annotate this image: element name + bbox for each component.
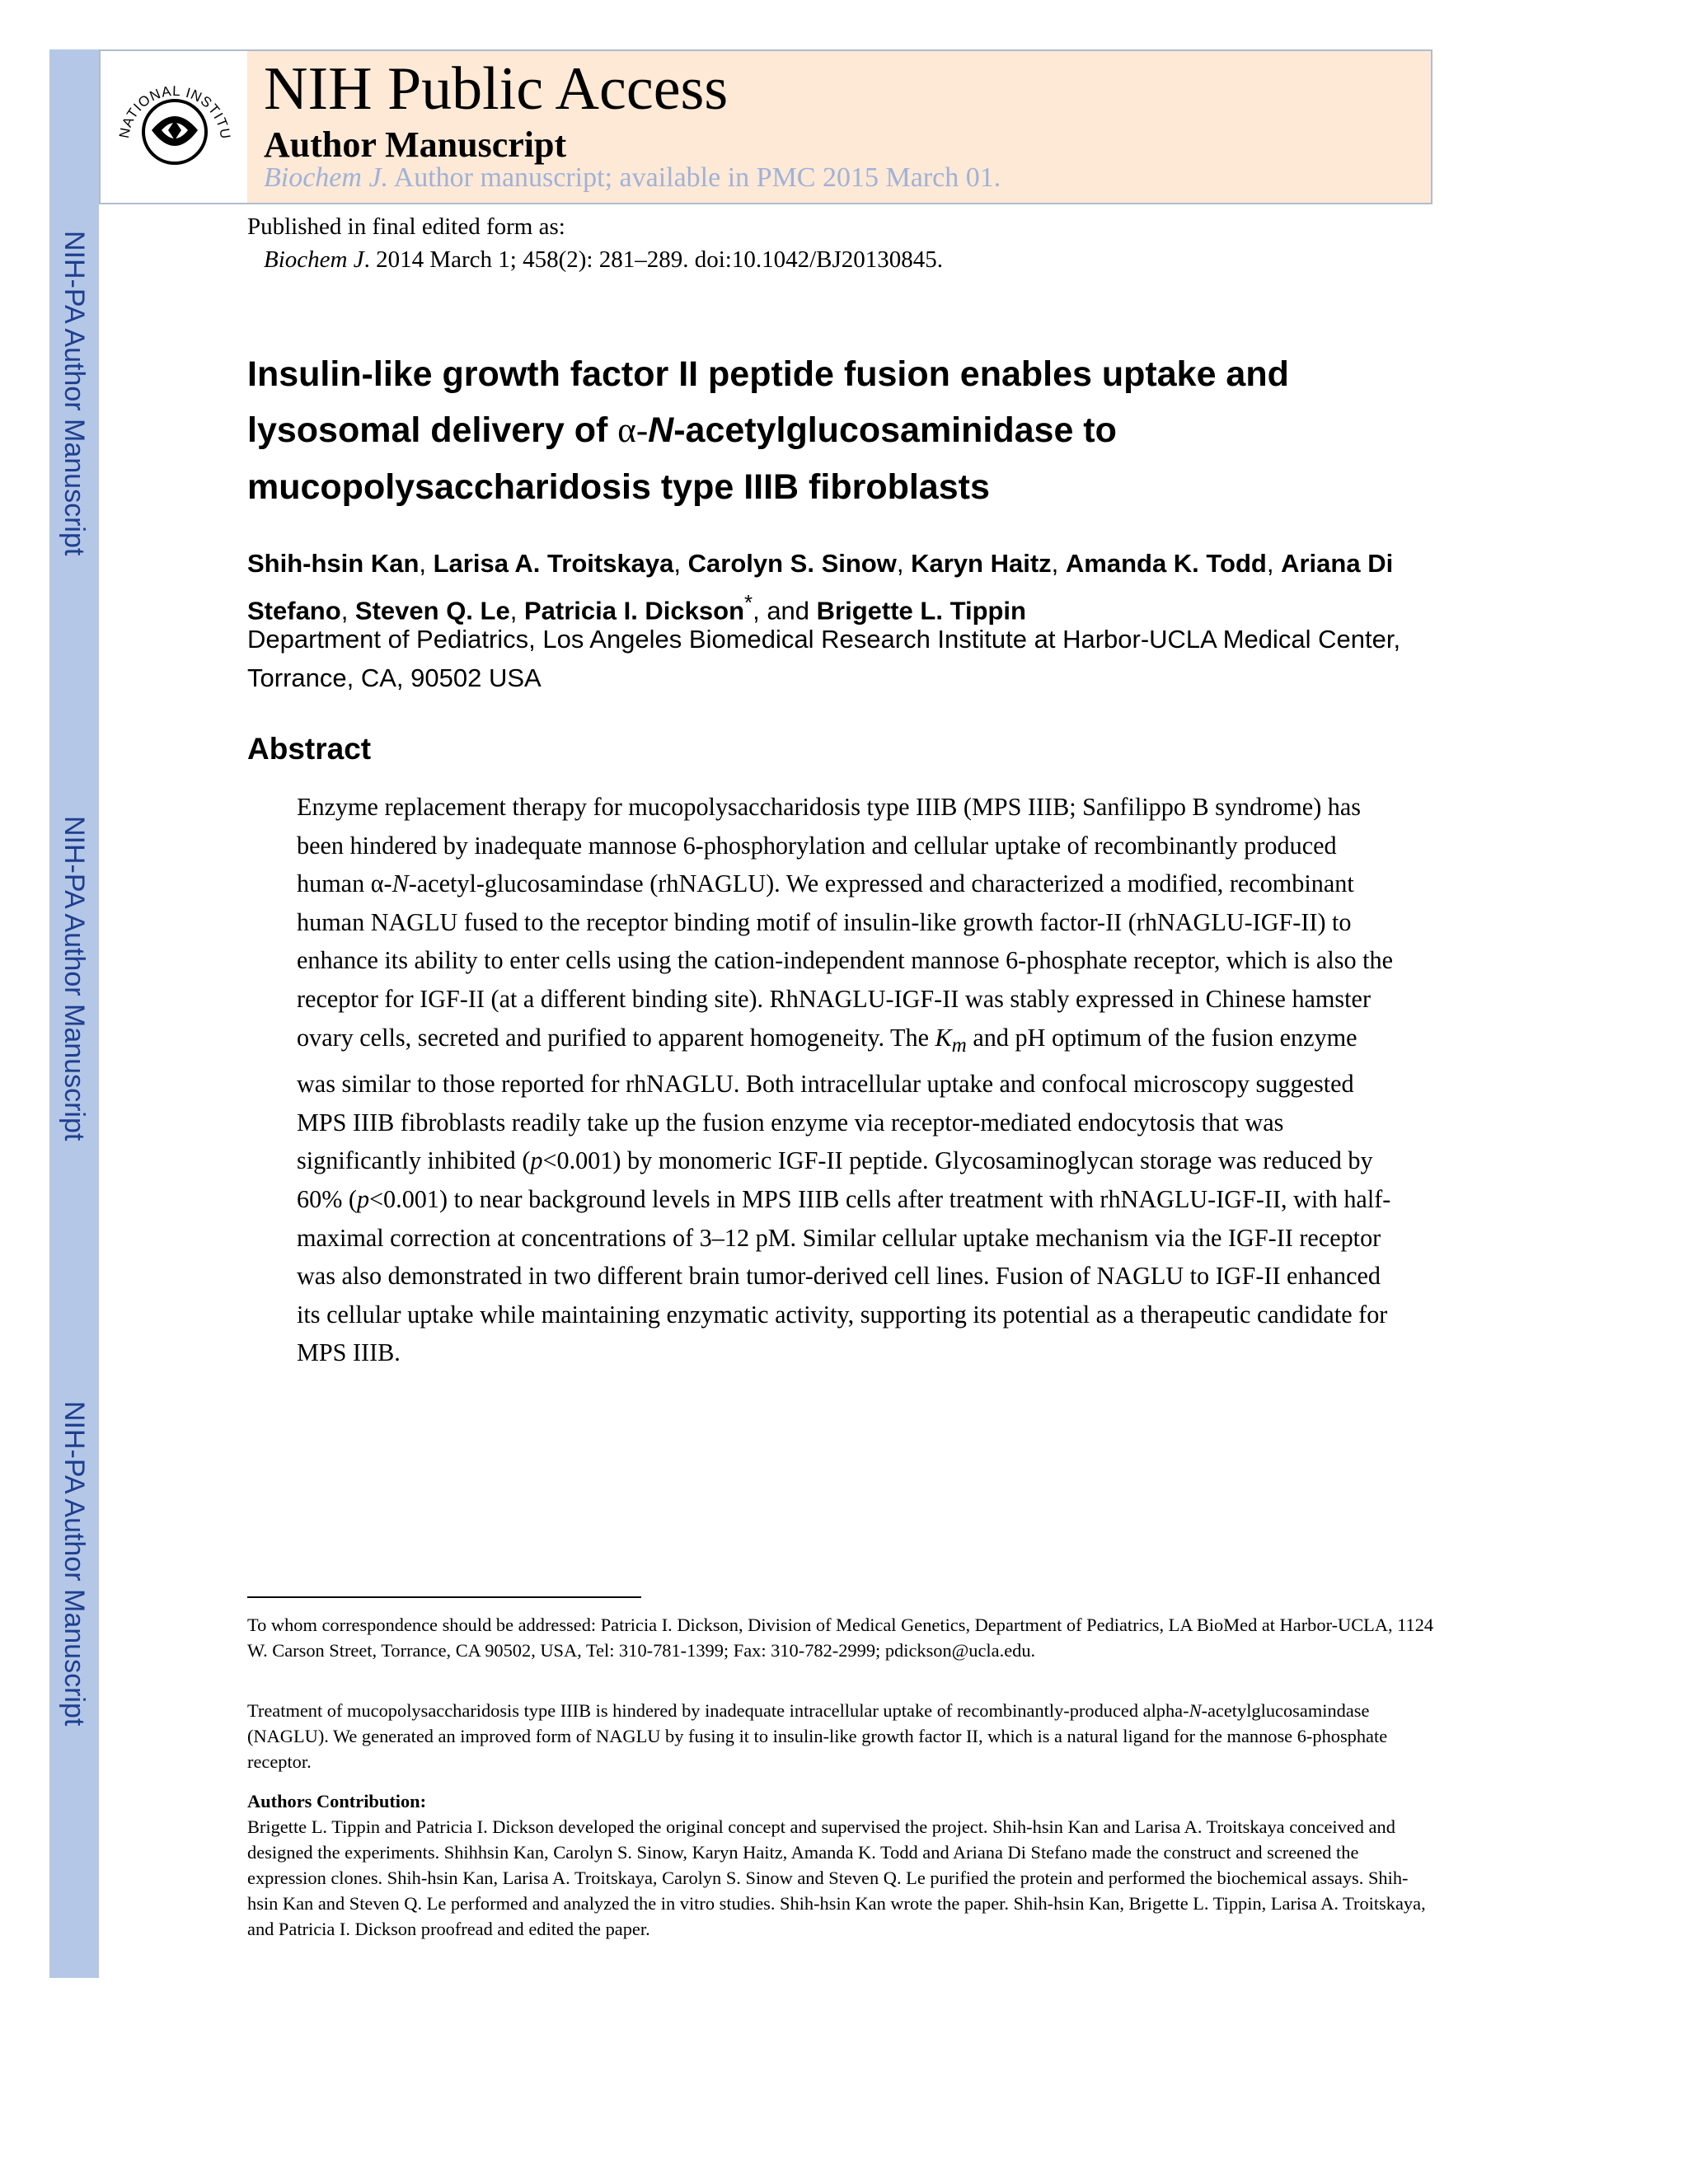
contribution-heading: Authors Contribution:: [247, 1791, 427, 1811]
author-and: and: [767, 596, 810, 626]
summary-italic: N: [1189, 1700, 1202, 1721]
authors-contribution: [247, 1788, 1434, 1942]
abstract-part: <0.001) by monomeric IGF-II peptide. Glycosaminoglycan storage was reduced by 60% (: [297, 1146, 1373, 1213]
availability-text: Author manuscript; available in PMC 2015 March 01.: [388, 162, 1001, 193]
correspondence-note: To whom correspondence should be addressed: Patricia I. Dickson, Division of Medical Genetics, Department of Pediatrics, LA BioMed at Harbor-UCLA, 1124 W. Carson Street, Torrance, CA 90502, USA, Tel: 310-781-1399; Fax: 310-782-2999; pdickson@ucla.edu.: [247, 1615, 1434, 1661]
citation: [247, 243, 943, 276]
author-name: Karyn Haitz: [911, 549, 1052, 578]
summary-part: -acetylglucosamindase (NAGLU). We generated an improved form of NAGLU by fusing it to insulin-like growth factor II, which is a natural ligand for the mannose 6-phosphate receptor.: [247, 1700, 1388, 1772]
affiliation: Department of Pediatrics, Los Angeles Biomedical Research Institute at Harbor-UCLA Medical Center, Torrance, CA, 90502 USA: [247, 625, 1401, 692]
abstract-italic: N: [392, 869, 409, 898]
author-name: Shih-hsin Kan: [247, 549, 420, 578]
author-name: Steven Q. Le: [354, 596, 510, 626]
abstract-part: -acetyl-glucosamindase (rhNAGLU). We expressed and characterized a modified, recombinant human NAGLU fused to the receptor binding motif of insulin-like growth factor-II (rhNAGLU-IGF-II) to enhance its ability to enter cells using the cation-independent mannose 6-phosphate receptor, which is also the receptor for IGF-II (at a different binding site). RhNAGLU-IGF-II was stably expressed in Chinese hamster ovary cells, secreted and purified to apparent homogeneity. The: [297, 869, 1393, 1052]
citation-journal: Biochem J: [264, 246, 364, 273]
nih-logo-text: NATIONAL INSTITU: [115, 82, 234, 141]
header-band: [247, 51, 1431, 203]
author-name: Amanda K. Todd: [1065, 549, 1267, 578]
sidebar-label-2: NIH-PA Author Manuscript: [59, 816, 90, 1141]
abstract-p: p: [530, 1146, 543, 1175]
sidebar-label-1: NIH-PA Author Manuscript: [59, 231, 90, 556]
published-label: Published in final edited form as:: [247, 213, 565, 240]
sidebar-label-3: NIH-PA Author Manuscript: [59, 1401, 90, 1727]
abstract-km: K: [935, 1023, 952, 1052]
journal-name: Biochem J.: [264, 162, 389, 193]
title-alpha: α-: [617, 411, 649, 450]
nih-logo: [101, 51, 249, 203]
abstract-part: Enzyme replacement therapy for mucopolysaccharidosis type IIIB (MPS IIIB; Sanfilippo B syndrome) has been hindered by inadequate mannose 6-phosphorylation and cellular uptake of recombinantly produced human α-: [297, 793, 1362, 898]
footnote-rule: [247, 1596, 641, 1598]
abstract-text: [297, 788, 1401, 1372]
author-name: Ariana Di Stefano: [247, 549, 1394, 626]
nih-public-access-title: NIH Public Access: [264, 55, 729, 123]
summary-note: [247, 1698, 1434, 1774]
citation-details: . 2014 March 1; 458(2): 281–289. doi:10.1042/BJ20130845.: [363, 246, 944, 273]
abstract-part: and pH optimum of the fusion enzyme was similar to those reported for rhNAGLU. Both intracellular uptake and confocal microscopy suggested MPS IIIB fibroblasts readily take up the fusion enzyme via receptor-mediated endocytosis that was significantly inhibited (: [297, 1023, 1357, 1175]
author-list: Shih-hsin Kan, Larisa A. Troitskaya, Carolyn S. Sinow, Karyn Haitz, Amanda K. Todd, Ariana Di Stefano, Steven Q. Le, Patricia I. Dickson*, and Brigette L. Tippin: [247, 549, 1394, 626]
contribution-text: Brigette L. Tippin and Patricia I. Dickson developed the original concept and supervised the project. Shih-hsin Kan and Larisa A. Troitskaya conceived and designed the experiments. Shihhsin Kan, Carolyn S. Sinow, Karyn Haitz, Amanda K. Todd and Ariana Di Stefano made the construct and screened the expression clones. Shih-hsin Kan, Larisa A. Troitskaya, Carolyn S. Sinow and Steven Q. Le purified the protein and performed the biochemical assays. Shih-hsin Kan and Steven Q. Le performed and analyzed the in vitro studies. Shih-hsin Kan wrote the paper. Shih-hsin Kan, Brigette L. Tippin, Larisa A. Troitskaya, and Patricia I. Dickson proofread and edited the paper.: [247, 1816, 1426, 1939]
article-title: [247, 346, 1418, 515]
nihpa-sidebar: [49, 49, 99, 1978]
title-part-2: -acetylglucosaminidase to mucopolysaccharidosis type IIIB fibroblasts: [247, 410, 1117, 507]
title-part-1: Insulin-like growth factor II peptide fusion enables uptake and lysosomal delivery of: [247, 354, 1289, 450]
availability-note: [264, 162, 1001, 194]
abstract-km-sub: m: [951, 1033, 967, 1057]
author-name: Larisa A. Troitskaya: [433, 549, 674, 578]
summary-part: Treatment of mucopolysaccharidosis type IIIB is hindered by inadequate intracellular uptake of recombinantly-produced alpha-: [247, 1700, 1189, 1721]
author-name: Carolyn S. Sinow: [687, 549, 897, 578]
author-manuscript-title: Author Manuscript: [264, 124, 567, 165]
abstract-heading: Abstract: [247, 732, 372, 766]
published-info: [247, 210, 943, 276]
title-n: N: [648, 410, 674, 450]
abstract-p: p: [356, 1184, 370, 1213]
nih-header: [99, 49, 1432, 204]
nih-logo-icon: [101, 51, 247, 203]
corresponding-mark: *: [744, 592, 753, 615]
author-name: Brigette L. Tippin: [816, 596, 1026, 626]
abstract-part: <0.001) to near background levels in MPS IIIB cells after treatment with rhNAGLU-IGF-II, with half-maximal correction at concentrations of 3–12 pM. Similar cellular uptake mechanism via the IGF-II receptor was also demonstrated in two different brain tumor-derived cell lines. Fusion of NAGLU to IGF-II enhanced its cellular uptake while maintaining enzymatic activity, supporting its potential as a therapeutic candidate for MPS IIIB.: [297, 1184, 1391, 1367]
author-name: Patricia I. Dickson: [523, 596, 745, 626]
